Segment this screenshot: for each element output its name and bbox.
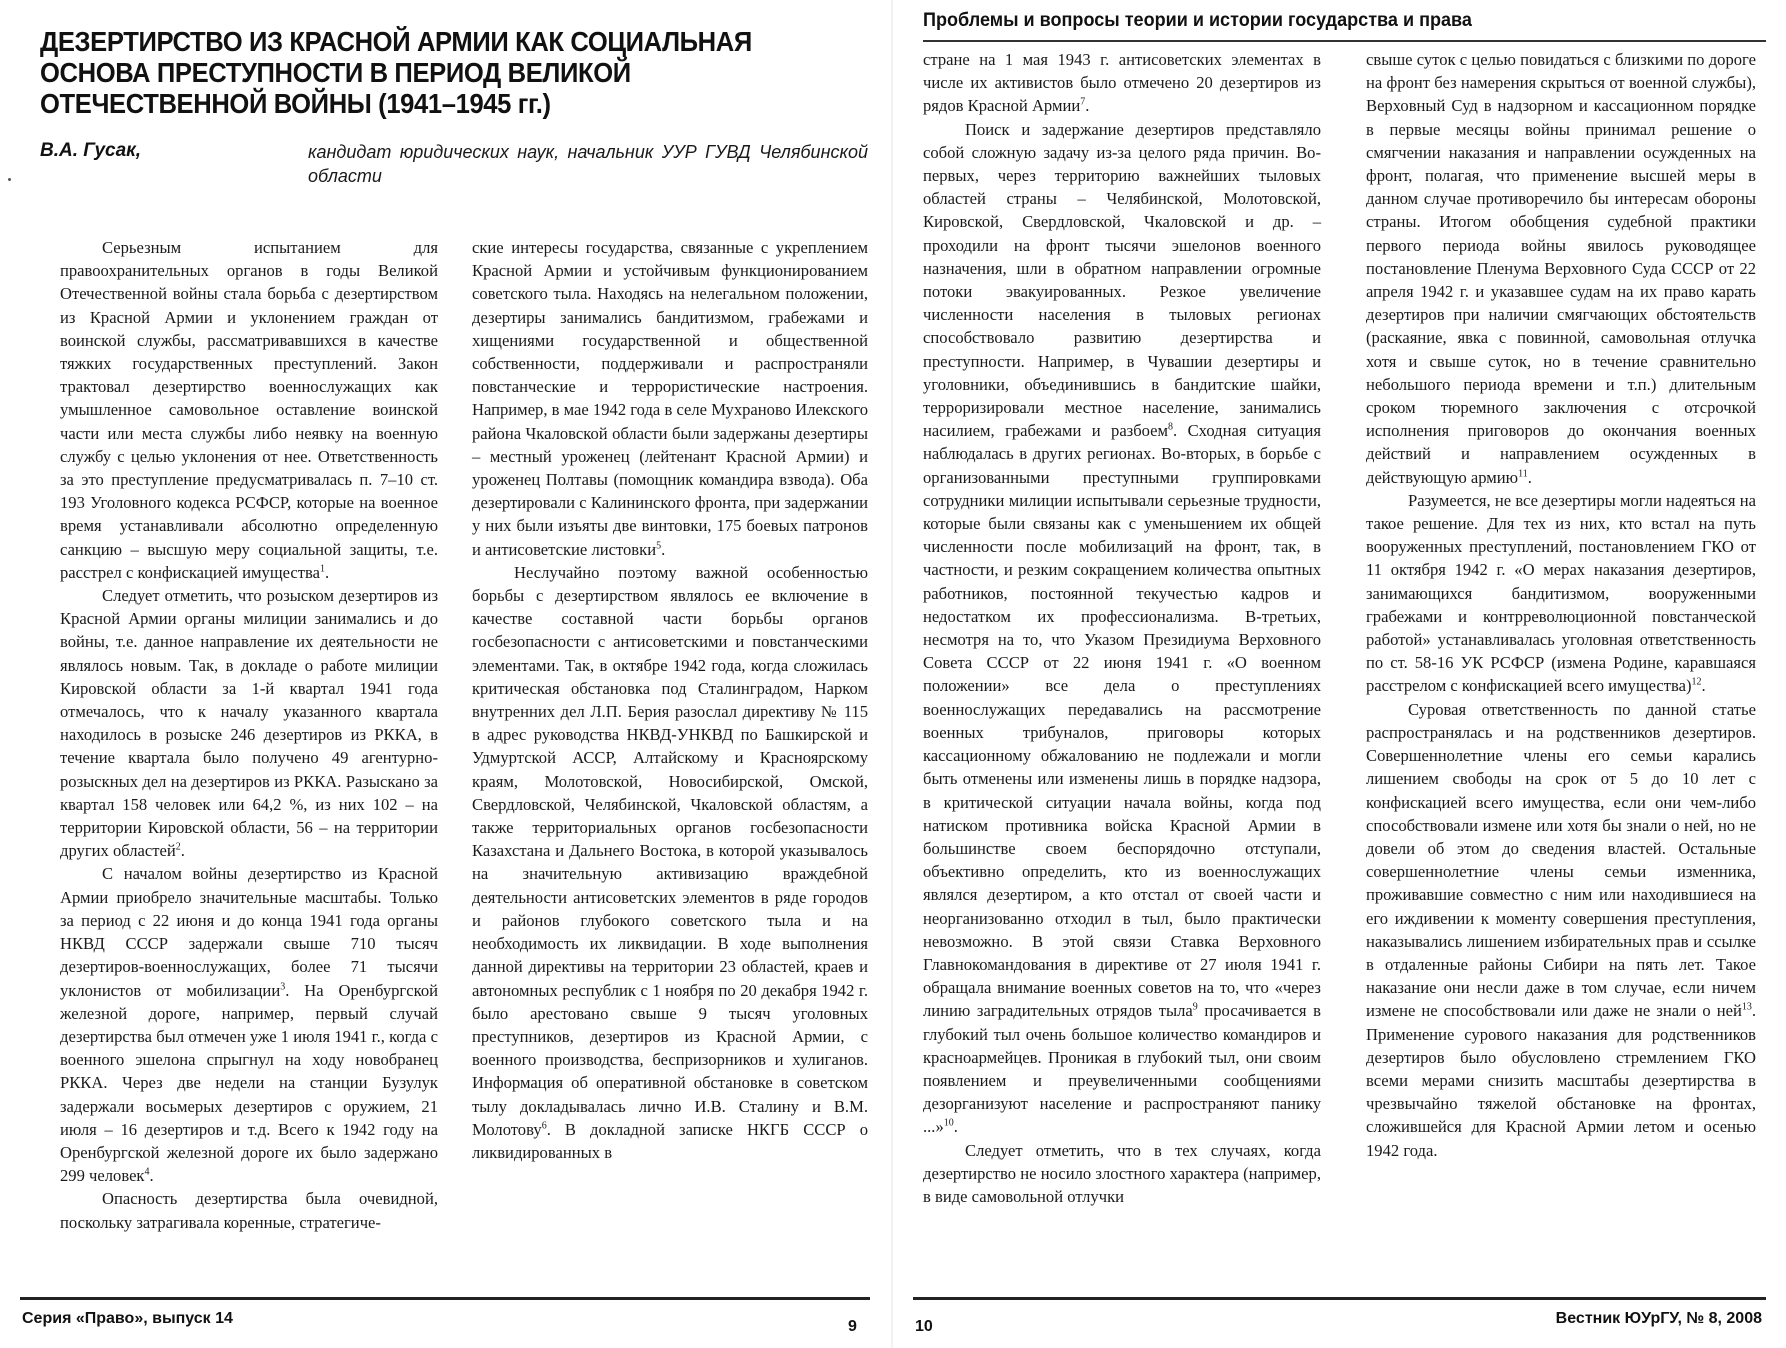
- footnote-ref: 5: [656, 540, 662, 552]
- paragraph: Суровая ответственность по данной статье распространялась и на родственников дезертиров. Совершеннолетние члены его семьи карались лишением свободы на срок от 5 до 10 лет с конфискацией всего имущества, если они чем-либо способствовали измене или хотя бы знали о ней, но не довели об этом до сведения властей. Остальные совершеннолетние члены семьи изменника, проживавшие совместно с ним или находившиеся на его иждивении к моменту совершения преступления, наказывались лишением избирательных прав и ссылке в отдаленные районы Сибири на пять лет. Такое наказание они несли даже в том случае, если ничем измене не способствовали или даже не знали о ней$^{13}$. Применение сурового наказания для родственников дезертиров было обусловлено стремлением ГКО всеми мерами снизить масштабы дезертирства в чрезвычайно тяжелой обстановке на фронтах, сложившейся для Красной Армии летом и осенью 1942 года.: [1366, 699, 1756, 1160]
- footnote-ref: 10: [943, 1117, 954, 1129]
- footnote-ref: 6: [541, 1120, 547, 1132]
- paragraph: С началом войны дезертирство из Красной Армии приобрело значительные масштабы. Только за период с 22 июня и до конца 1941 года органы НКВД СССР задержали свыше 710 тысяч дезертиров-военнослужащих, более 71 тысячи уклонистов от мобилизации$^3$. На Оренбургской железной дороге, например, первый случай дезертирства был отмечен уже 1 июля 1941 г., когда с военного эшелона спрыгнул на ходу новобранец РККА. Через две недели на станции Бузулук задержали восьмерых дезертиров с оружием, 21 июля – 16 дезертиров и т.д. Всего к 1942 году на Оренбургской железной дороге их было задержано 299 человек$^4$.: [60, 864, 438, 1186]
- footer-journal: Вестник ЮУрГУ, № 8, 2008: [1555, 1310, 1762, 1327]
- footnote-ref: 4: [144, 1166, 150, 1178]
- footnote-ref: 11: [1518, 468, 1528, 480]
- article-title: ДЕЗЕРТИРСТВО ИЗ КРАСНОЙ АРМИИ КАК СОЦИАЛЬНАЯ ОСНОВА ПРЕСТУПНОСТИ В ПЕРИОД ВЕЛИКОЙ ОТЕЧЕСТВЕННОЙ ВОЙНЫ (1941–1945 гг.): [40, 26, 752, 119]
- footer-rule: [913, 1297, 1766, 1300]
- paragraph: Следует отметить, что розыском дезертиров из Красной Армии органы милиции занимались и до войны, т.е. данное направление их деятельности не являлось новым. Так, в докладе о работе милиции Кировской области за 1-й квартал 1941 года отмечалось, что к началу указанного квартала находилось в розыске 246 дезертиров из РККА, в течение квартала было получено 49 агентурно-розыскных дел на дезертиров из РККА. Разыскано за квартал 158 человек или 64,2 %, из них 102 – на территории Кировской области, 56 – на территории других областей$^2$.: [60, 586, 438, 861]
- paragraph: стране на 1 мая 1943 г. антисоветских элементах в числе их активистов было отмечено 20 дезертиров из рядов Красной Армии$^7$.: [923, 50, 1321, 116]
- footer-rule: [20, 1297, 870, 1300]
- scan-dot: [8, 178, 11, 181]
- right-page-column-2: [1366, 48, 1756, 1162]
- paragraph: Следует отметить, что в тех случаях, когда дезертирство не носило злостного характера (например, в виде самовольной отлучки: [923, 1140, 1321, 1206]
- left-page-column-1: [60, 236, 438, 1234]
- paragraph: Опасность дезертирства была очевидной, поскольку затрагивала коренные, стратегиче-: [60, 1189, 438, 1232]
- footer-series: Серия «Право», выпуск 14: [22, 1310, 233, 1327]
- paragraph: Серьезным испытанием для правоохранительных органов в годы Великой Отечественной войны стала борьба с дезертирством из Красной Армии и уклонением граждан от воинской службы, рассматривавшихся в качестве тяжких государственных преступлений. Закон трактовал дезертирство военнослужащих как умышленное самовольное оставление воинской части или места службы либо неявку на военную службу с целью уклонения от нее. Ответственность за это преступление предусматривалась п. 7–10 ст. 193 Уголовного кодекса РСФСР, которые на военное время устанавливали абсолютно определенную санкцию – высшую меру социальной защиты, т.е. расстрел с конфискацией имущества$^1$.: [60, 238, 438, 582]
- running-head: Проблемы и вопросы теории и истории государства и права: [923, 10, 1472, 31]
- paragraph: ские интересы государства, связанные с укреплением Красной Армии и устойчивым функционированием советского тыла. Находясь на нелегальном положении, дезертиры занимались бандитизмом, грабежами и хищениями государственной и общественной собственности, поддерживали и распространяли повстанческие и террористические настроения. Например, в мае 1942 года в селе Мухраново Илекского района Чкаловской области были задержаны дезертиры – местный уроженец (лейтенант Красной Армии) и уроженец Полтавы (помощник командира взвода). Оба дезертировали с Калининского фронта, при задержании у них были изъяты две винтовки, 175 боевых патронов и антисоветские листовки$^5$.: [472, 238, 868, 559]
- author-affiliation: кандидат юридических наук, начальник УУР ГУВД Челябинской области: [308, 142, 868, 186]
- footnote-ref: 1: [320, 563, 326, 575]
- right-page-column-1: [923, 48, 1321, 1208]
- left-page-column-2: [472, 236, 868, 1164]
- footnote-ref: 8: [1168, 421, 1174, 433]
- paragraph: свыше суток с целью повидаться с близкими по дороге на фронт без намерения скрыться от военной службы), Верховный Суд в надзорном и кассационном порядке в первые месяцы войны принимал решение о смягчении наказания и направлении осужденных на фронт, полагая, что применение высшей меры в данном случае противоречило бы интересам обороны страны. Итогом обобщения судебной практики первого периода войны явилось руководящее постановление Пленума Верховного Суда СССР от 22 апреля 1942 г. и указавшее судам на их право карать дезертиров при наличии смягчающих обстоятельств (раскаяние, явка с повинной, самовольная отлучка хотя и свыше суток, но в течение сравнительно небольшого периода времени и т.п.) длительным сроком тюремного заключения с отсрочкой исполнения приговоров до окончания военных действий и направлением осужденных в действующую армию$^{11}$.: [1366, 50, 1756, 487]
- page-number: 10: [915, 1318, 933, 1335]
- footnote-ref: 9: [1192, 1001, 1198, 1013]
- footnote-ref: 3: [280, 980, 286, 992]
- footnote-ref: 2: [175, 841, 181, 853]
- footnote-ref: 13: [1741, 1001, 1752, 1013]
- footnote-ref: 7: [1080, 96, 1086, 108]
- header-rule: [923, 40, 1766, 42]
- paragraph: Неслучайно поэтому важной особенностью борьбы с дезертирством являлось ее включение в качестве составной части борьбы органов госбезопасности с антисоветскими и повстанческими элементами. Так, в октябре 1942 года, когда сложилась критическая обстановка под Сталинградом, Нарком внутренних дел Л.П. Берия разослал директиву № 115 в адрес руководства НКВД-УНКВД по Башкирской и Удмуртской АССР, Алтайскому и Красноярскому краям, Молотовской, Новосибирской, Омской, Свердловской, Челябинской, Чкаловской областям, а также территориальных органов госбезопасности Казахстана и Дальнего Востока, в которой указывалось на значительную активизацию враждебной деятельности антисоветских элементов в ряде городов и районов глубокого советского тыла и на необходимость их ликвидации. В ходе выполнения данной директивы на территории 23 областей, краев и автономных республик с 1 ноября по 20 декабря 1942 г. было арестовано свыше 9 тысяч уголовных преступников, дезертиров из Красной Армии, с военного производства, беспризорников и хулиганов. Информация об оперативной обстановке в советском тылу докладывалась лично И.В. Сталину и В.М. Молотову$^6$. В докладной записке НКГБ СССР о ликвидированных в: [472, 562, 868, 1162]
- footnote-ref: 12: [1691, 676, 1702, 688]
- page-number: 9: [848, 1318, 857, 1335]
- right-page: [893, 0, 1786, 1348]
- paragraph: Поиск и задержание дезертиров представляло собой сложную задачу из-за целого ряда причин. Во-первых, через территорию важнейших тыловых областей страны – Челябинской, Молотовской, Кировской, Свердловской, Чкаловской и др. – проходили на фронт тысячи эшелонов военного назначения, шли в обратном направлении огромные потоки эвакуированных. Резкое увеличение численности населения в тыловых регионах способствовало развитию дезертирства и преступности. Например, в Чувашии дезертиры и уголовники, объединившись в бандитские шайки, терроризировали местное население, занимались насилием, грабежами и разбоем$^8$. Сходная ситуация наблюдалась в других регионах. Во-вторых, в борьбе с организованными преступными группировками сотрудники милиции испытывали серьезные трудности, которые были связаны как с уменьшением их общей численности после мобилизаций на фронт, так, в частности, и резким сокращением количества опытных работников, постоянной текучестью кадров и недостатком их профессионализма. В-третьих, несмотря на то, что Указом Президиума Верховного Совета СССР от 22 июня 1941 г. «О военном положении» все дела о преступлениях военнослужащих передавались на рассмотрение военных трибуналов, приговоры которых кассационному обжалованию не подлежали и могли быть отменены или изменены лишь в порядке надзора, в критической ситуации начала войны, когда под натиском противника войска Красной Армии в большинстве своем беспорядочно отступали, объективно определить, кто из военнослужащих являлся дезертиром, а кто отстал от своей части и неорганизованно отходил в тыл, было практически невозможно. В этой связи Ставка Верховного Главнокомандования в директиве от 27 июля 1941 г. обращала внимание военных советов на то, что «через линию заградительных отрядов тыла$^9$ просачивается в глубокий тыл очень большое количество командиров и красноармейцев. Проникая в глубокий тыл, они своим появлением и преувеличенными сообщениями дезорганизуют население и распространяют панику ...»$^{10}$.: [923, 119, 1321, 1137]
- paragraph: Разумеется, не все дезертиры могли надеяться на такое решение. Для тех из них, кто встал на путь вооруженных преступлений, постановлением ГКО от 11 октября 1942 г. «О мерах наказания дезертиров, занимающихся бандитизмом, вооруженными грабежами и контрреволюционной повстанческой работой» устанавливалась уголовная ответственность по ст. 58-16 УК РСФСР (измена Родине, каравшаяся расстрелом с конфискацией всего имущества)$^{12}$.: [1366, 490, 1756, 696]
- author-name: В.А. Гусак,: [40, 140, 142, 161]
